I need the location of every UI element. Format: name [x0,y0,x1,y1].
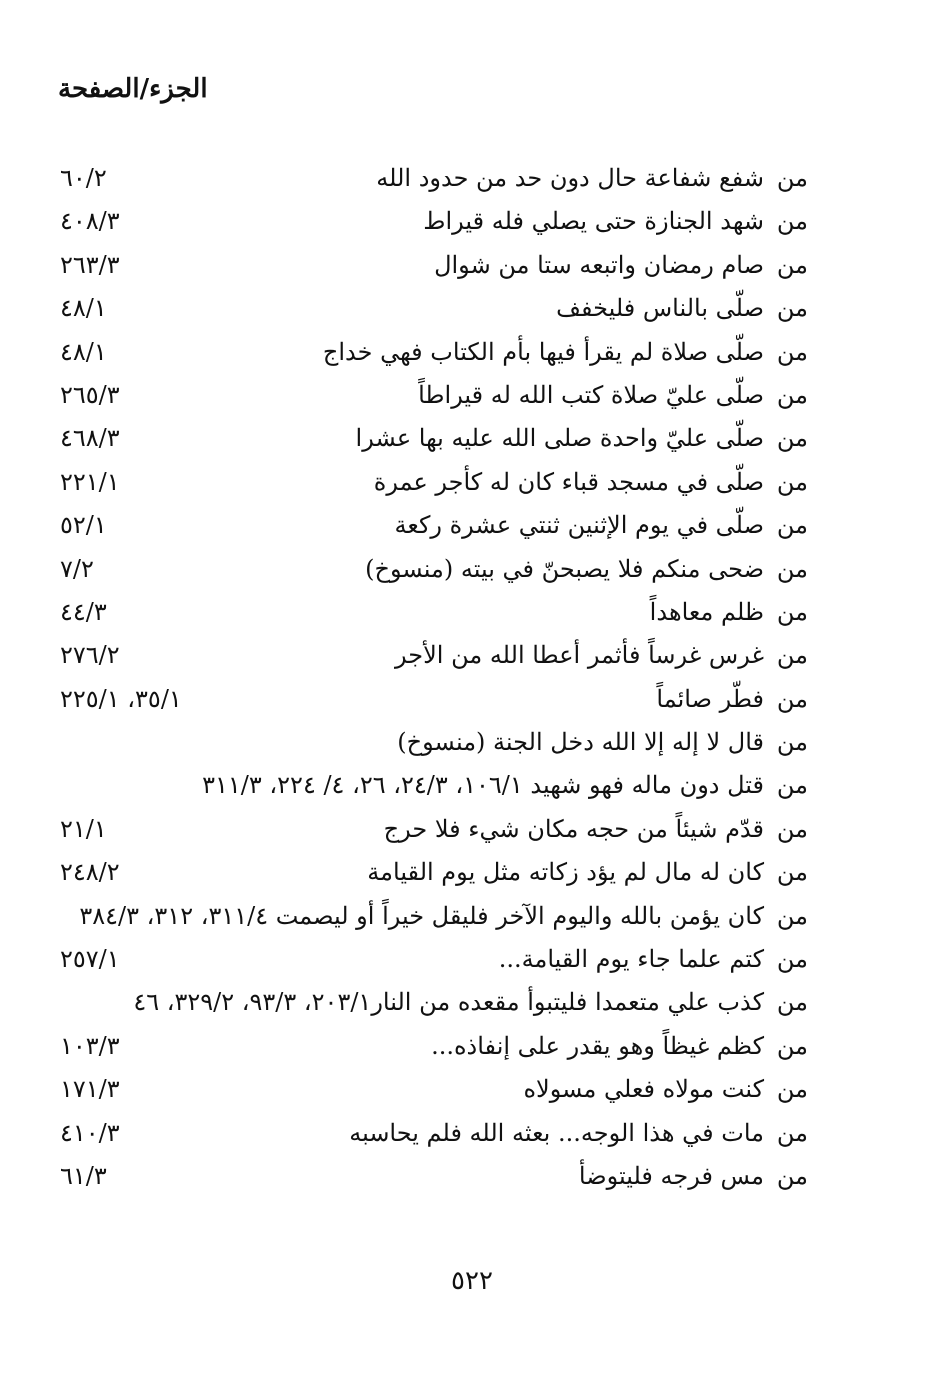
entry-prefix: من [776,164,808,192]
entry-text: شفع شفاعة حال دون حد من حدود الله [376,164,764,192]
entry-text: كذب علي متعمدا فليتبوأ مقعده من النار٢٠٣/١، ٩٣/٣، ٣٢٩/٢، ٤٦ [133,988,764,1017]
entry-reference: ١٧١/٣ [60,1075,120,1104]
entry-reference: ٤١٠/٣ [60,1118,120,1147]
index-entry [0,765,944,808]
entry-text: قتل دون ماله فهو شهيد ١٠٦/١، ٢٤/٣، ٢٦، ٤/ ٢٢٤، ٣١١/٣ [202,771,764,800]
entry-reference: ٢٤٨/٢ [60,858,120,887]
entry-text: قال لا إله إلا الله دخل الجنة (منسوخ) [397,728,764,757]
entry-prefix: من [776,511,808,540]
index-entry [0,505,944,548]
entry-text: ضحى منكم فلا يصبحنّ في بيته (منسوخ) [365,554,764,583]
entry-prefix: من [776,207,808,236]
entry-reference: ٢٢١/١ [60,467,120,496]
index-entry [0,1069,944,1112]
page-header [58,74,208,104]
index-entry [0,592,944,635]
index-entry [0,1113,944,1156]
entry-list [0,158,944,1199]
entry-prefix: من [776,424,808,453]
index-entry [0,375,944,418]
entry-text: كظم غيظاً وهو يقدر على إنفاذه... [431,1031,764,1060]
index-entry [0,1026,944,1069]
entry-text: كنت مولاه فعلي مسولاه [523,1075,764,1104]
entry-text: صلّى عليّ واحدة صلى الله عليه بها عشرا [355,424,764,453]
entry-prefix: من [776,814,808,843]
entry-prefix: من [776,728,808,757]
entry-text: مات في هذا الوجه... بعثه الله فلم يحاسبه [349,1118,764,1147]
entry-text: شهد الجنازة حتى يصلي فله قيراط [423,207,764,236]
index-entry [0,201,944,244]
index-entry [0,982,944,1025]
page-number: ٥٢٢ [451,1266,493,1296]
index-entry [0,896,944,939]
entry-prefix: من [776,337,808,366]
entry-reference: ٧/٢ [60,554,94,583]
entry-reference: ٢١/١ [60,814,107,843]
entry-text: كتم علما جاء يوم القيامة... [498,945,764,974]
index-entry [0,245,944,288]
index-entry [0,332,944,375]
entry-text: فطّر صائماً [656,684,764,713]
entry-prefix: من [776,250,808,279]
index-entry [0,635,944,678]
entry-text: صلّى صلاة لم يقرأ فيها بأم الكتاب فهي خداج [322,337,764,366]
entry-reference: ٤٤/٣ [60,597,107,626]
entry-text: غرس غرساً فأثمر أعطا الله من الأجر [395,641,764,670]
entry-prefix: من [776,988,808,1017]
entry-text: صلّى بالناس فليخفف [556,294,764,323]
entry-reference: ٦١/٣ [60,1161,107,1190]
index-entry [0,288,944,331]
index-entry [0,722,944,765]
entry-text: صلّى في مسجد قباء كان له كأجر عمرة [373,467,764,496]
index-entry [0,418,944,461]
index-entry [0,809,944,852]
entry-prefix: من [776,901,808,930]
entry-prefix: من [776,684,808,713]
entry-prefix: من [776,380,808,409]
entry-prefix: من [776,771,808,800]
entry-reference: ٤٨/١ [60,337,107,366]
entry-text: كان له مال لم يؤد زكاته مثل يوم القيامة [367,858,764,887]
entry-reference: ٢٧٦/٢ [60,641,120,670]
entry-reference: ٤٠٨/٣ [60,207,120,236]
index-entry [0,549,944,592]
entry-prefix: من [776,467,808,496]
entry-prefix: من [776,1161,808,1190]
entry-reference: ٣٥/١، ٢٢٥/١ [60,684,182,713]
entry-text: صلّى عليّ صلاة كتب الله له قيراطاً [418,380,764,409]
index-entry [0,1156,944,1199]
entry-prefix: من [776,554,808,583]
entry-reference: ٢٥٧/١ [60,945,120,974]
entry-text: كان يؤمن بالله واليوم الآخر فليقل خيراً أو ليصمت ٣١١/٤، ٣١٢، ٣٨٤/٣ [79,901,764,930]
entry-reference: ٤٨/١ [60,294,107,323]
entry-prefix: من [776,1031,808,1060]
index-entry [0,158,944,201]
entry-text: مس فرجه فليتوضأ [578,1161,764,1190]
entry-prefix: من [776,294,808,323]
entry-text: صام رمضان واتبعه ستا من شوال [434,250,764,279]
index-entry [0,462,944,505]
entry-reference: ٦٠/٢ [60,164,107,192]
entry-reference: ٢٦٣/٣ [60,250,120,279]
entry-reference: ٤٦٨/٣ [60,424,120,453]
entry-text: قدّم شيئاً من حجه مكان شيء فلا حرج [383,814,764,843]
entry-reference: ٥٢/١ [60,511,107,540]
index-entry [0,679,944,722]
entry-reference: ١٠٣/٣ [60,1031,120,1060]
entry-prefix: من [776,1075,808,1104]
entry-text: ظلم معاهداً [649,597,764,626]
entry-prefix: من [776,1118,808,1147]
header-label: الجزء/الصفحة [58,74,208,104]
entry-prefix: من [776,641,808,670]
entry-text: صلّى في يوم الإثنين ثنتي عشرة ركعة [394,511,764,540]
index-entry [0,939,944,982]
entry-prefix: من [776,945,808,974]
entry-reference: ٢٦٥/٣ [60,380,120,409]
entry-prefix: من [776,858,808,887]
index-entry [0,852,944,895]
entry-prefix: من [776,597,808,626]
